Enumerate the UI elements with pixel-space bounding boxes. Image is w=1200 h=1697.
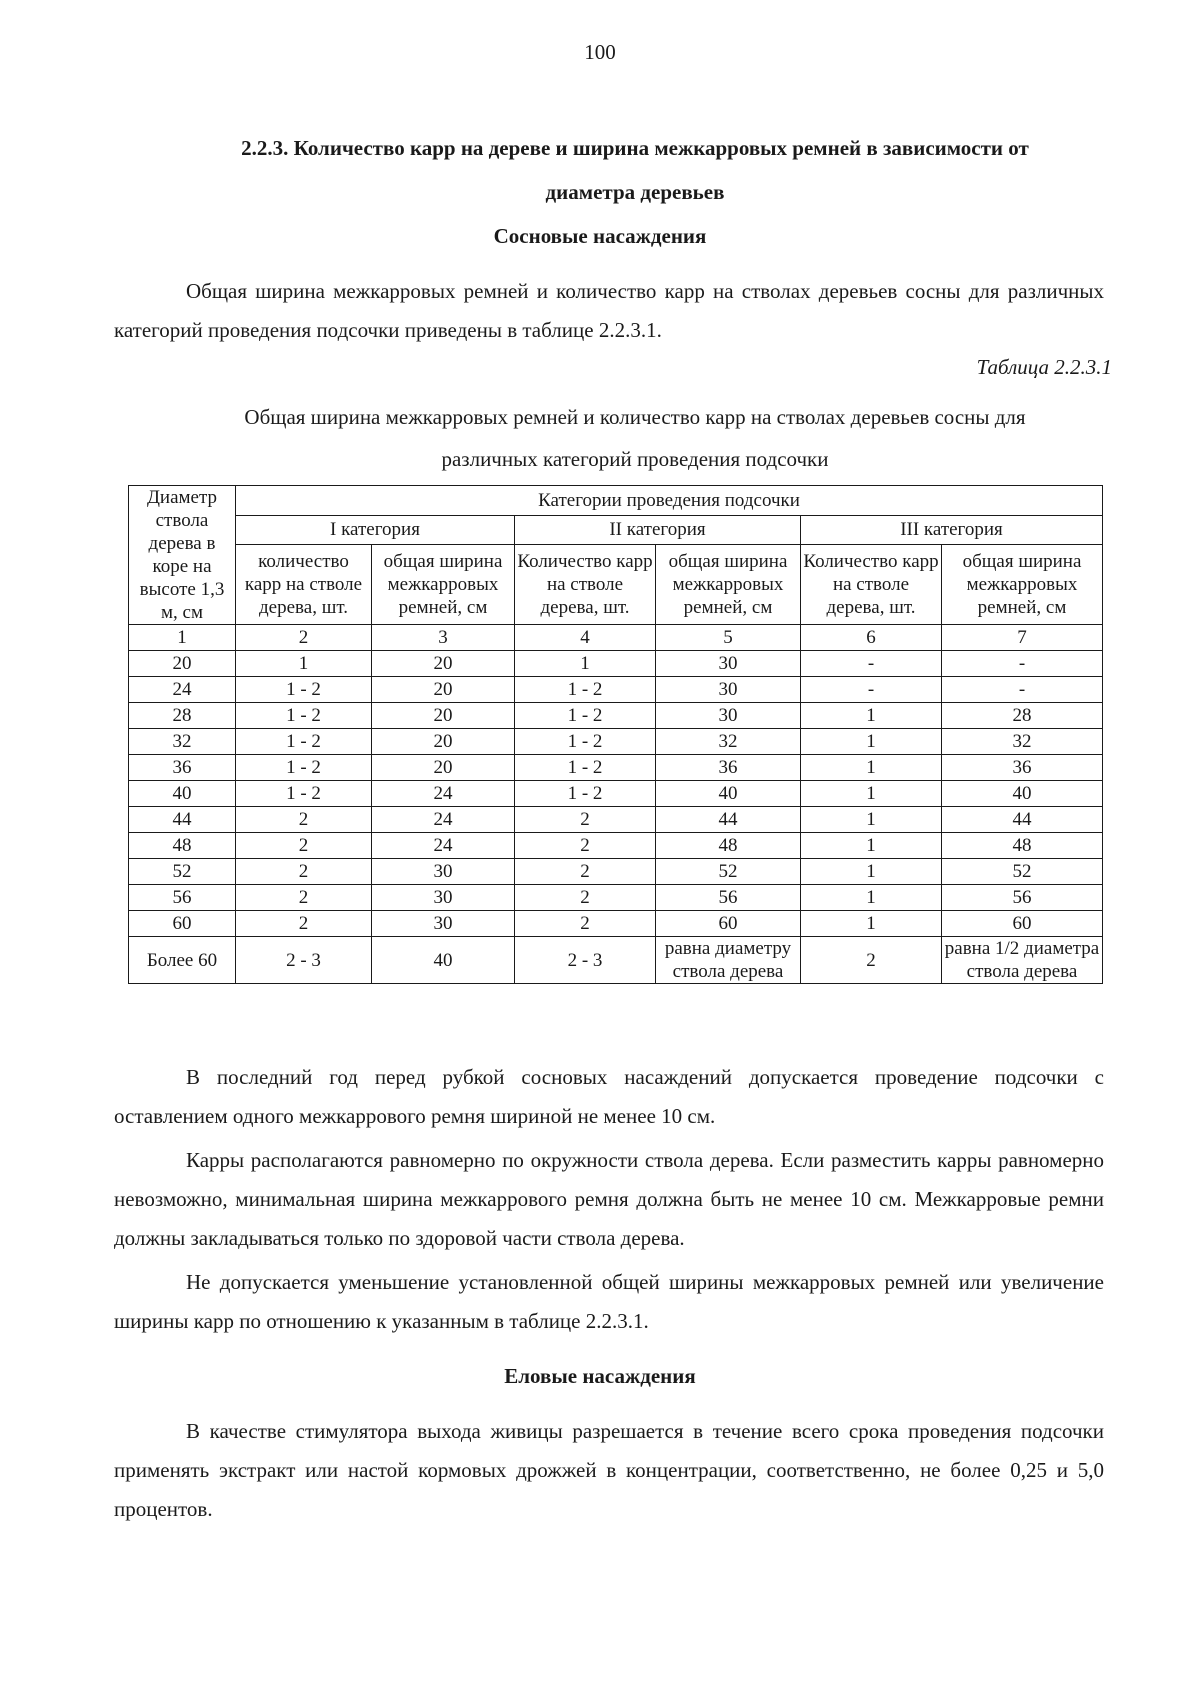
- table-cell: 28: [942, 703, 1103, 729]
- table-cell: 24: [372, 781, 515, 807]
- column-number: 7: [942, 625, 1103, 651]
- subheader-cat1-count: количество карр на стволе дерева, шт.: [236, 545, 372, 625]
- table-cell: 2: [515, 885, 656, 911]
- table-cell: 1 - 2: [515, 677, 656, 703]
- paragraph-placement: Карры располагаются равномерно по окружности ствола дерева. Если разместить карры равномерно невозможно, минимальная ширина межкаррового ремня должна быть не менее 10 см. Межкарровые ремни должны закладываться только по здоровой части ствола дерева.: [114, 1148, 1104, 1250]
- column-number: 4: [515, 625, 656, 651]
- table-cell: 2: [515, 833, 656, 859]
- subheading-spruce: Еловые насаждения: [504, 1364, 696, 1388]
- table-cell: 56: [942, 885, 1103, 911]
- table-row: [129, 729, 1103, 755]
- table-cell: 60: [656, 911, 801, 937]
- table-cell: 2: [236, 885, 372, 911]
- table-row: [129, 859, 1103, 885]
- table-cell: 2 - 3: [236, 937, 372, 984]
- header-category-3: III категория: [801, 515, 1103, 545]
- header-diameter: Диаметр ствола дерева в коре на высоте 1,3 м, см: [129, 486, 236, 625]
- tapping-table: [128, 485, 1103, 984]
- table-cell: 48: [129, 833, 236, 859]
- section-heading-line-1: 2.2.3. Количество карр на дереве и ширина межкарровых ремней в зависимости от: [241, 136, 1029, 160]
- table-cell: 1: [801, 755, 942, 781]
- table-row: [129, 651, 1103, 677]
- table-cell: 60: [942, 911, 1103, 937]
- table-cell: -: [942, 677, 1103, 703]
- table-row: [129, 911, 1103, 937]
- table-cell: 1 - 2: [236, 677, 372, 703]
- table-cell: 1: [801, 781, 942, 807]
- table-row: [129, 807, 1103, 833]
- subheader-cat1-width: общая ширина межкарровых ремней, см: [372, 545, 515, 625]
- table-cell: -: [942, 651, 1103, 677]
- table-row: [129, 833, 1103, 859]
- table-cell: 1: [801, 703, 942, 729]
- column-number-row: [129, 625, 1103, 651]
- table-cell: 1 - 2: [236, 729, 372, 755]
- subheader-cat2-width: общая ширина межкарровых ремней, см: [656, 545, 801, 625]
- table-cell: 30: [372, 859, 515, 885]
- table-cell: 36: [942, 755, 1103, 781]
- table-cell: 36: [656, 755, 801, 781]
- column-number: 2: [236, 625, 372, 651]
- table-cell: 44: [129, 807, 236, 833]
- header-category-2: II категория: [515, 515, 801, 545]
- table-cell: 2: [236, 833, 372, 859]
- table-cell: 32: [129, 729, 236, 755]
- table-cell: 1 - 2: [515, 703, 656, 729]
- table-body: [129, 651, 1103, 984]
- section-heading: [170, 126, 1100, 214]
- table-cell: 2: [515, 911, 656, 937]
- table-cell: 20: [372, 651, 515, 677]
- table-cell: 2: [801, 937, 942, 984]
- column-number: 3: [372, 625, 515, 651]
- table-row: [129, 937, 1103, 984]
- table-cell: 56: [656, 885, 801, 911]
- table-cell: 40: [942, 781, 1103, 807]
- subheading-pine: Сосновые насаждения: [493, 224, 707, 248]
- table-cell: 44: [656, 807, 801, 833]
- table-caption-line-2: различных категорий проведения подсочки: [441, 447, 829, 471]
- table-cell: -: [801, 651, 942, 677]
- table-cell: 2: [515, 807, 656, 833]
- table-cell: 20: [372, 677, 515, 703]
- column-number: 6: [801, 625, 942, 651]
- subheader-cat2-count: Количество карр на стволе дерева, шт.: [515, 545, 656, 625]
- table-cell: равна 1/2 диаметра ствола дерева: [942, 937, 1103, 984]
- header-categories: Категории проведения подсочки: [236, 486, 1103, 516]
- table-cell: 52: [129, 859, 236, 885]
- table-cell: 1: [236, 651, 372, 677]
- table-cell: 28: [129, 703, 236, 729]
- table-cell: 2 - 3: [515, 937, 656, 984]
- table-caption-line-1: Общая ширина межкарровых ремней и количество карр на стволах деревьев сосны для: [244, 405, 1026, 429]
- table-cell: 1 - 2: [515, 781, 656, 807]
- table-cell: 2: [236, 807, 372, 833]
- table-cell: 52: [942, 859, 1103, 885]
- table-row: [129, 755, 1103, 781]
- table-cell: 40: [129, 781, 236, 807]
- table-cell: 32: [942, 729, 1103, 755]
- table-cell: 24: [129, 677, 236, 703]
- page-number: 100: [584, 40, 616, 64]
- table-cell: 2: [236, 859, 372, 885]
- table-cell: 48: [656, 833, 801, 859]
- table-cell: равна диаметру ствола дерева: [656, 937, 801, 984]
- table-cell: 48: [942, 833, 1103, 859]
- table-cell: 1 - 2: [515, 755, 656, 781]
- table-cell: 20: [372, 755, 515, 781]
- table-cell: 30: [656, 651, 801, 677]
- table-cell: 2: [515, 859, 656, 885]
- table-row: [129, 781, 1103, 807]
- table-cell: 32: [656, 729, 801, 755]
- header-category-1: I категория: [236, 515, 515, 545]
- subheader-cat3-count: Количество карр на стволе дерева, шт.: [801, 545, 942, 625]
- table-cell: 1 - 2: [236, 703, 372, 729]
- table-cell: 2: [236, 911, 372, 937]
- table-label: Таблица 2.2.3.1: [976, 355, 1112, 379]
- table-cell: 1 - 2: [236, 755, 372, 781]
- intro-paragraph: Общая ширина межкарровых ремней и количество карр на стволах деревьев сосны для различных категорий проведения подсочки приведены в таблице 2.2.3.1.: [114, 279, 1104, 342]
- table-cell: 20: [372, 729, 515, 755]
- column-number: 1: [129, 625, 236, 651]
- table-cell: 40: [656, 781, 801, 807]
- paragraph-spruce: В качестве стимулятора выхода живицы разрешается в течение всего срока проведения подсочки применять экстракт или настой кормовых дрожжей в концентрации, соответственно, не более 0,25 и 5,0 процентов.: [114, 1419, 1104, 1521]
- table-cell: 30: [372, 911, 515, 937]
- table-cell: 1: [801, 859, 942, 885]
- table-cell: -: [801, 677, 942, 703]
- table-caption: [170, 396, 1100, 480]
- table-cell: 1: [801, 729, 942, 755]
- table-cell: 60: [129, 911, 236, 937]
- table-cell: 1: [801, 885, 942, 911]
- table-cell: 24: [372, 833, 515, 859]
- table-cell: 20: [129, 651, 236, 677]
- table-cell: 1 - 2: [515, 729, 656, 755]
- column-number: 5: [656, 625, 801, 651]
- table-cell: 52: [656, 859, 801, 885]
- table-cell: 24: [372, 807, 515, 833]
- table-cell: 1: [801, 807, 942, 833]
- paragraph-last-year: В последний год перед рубкой сосновых насаждений допускается проведение подсочки с оставлением одного межкаррового ремня шириной не менее 10 см.: [114, 1065, 1104, 1128]
- table-cell: Более 60: [129, 937, 236, 984]
- table-cell: 1 - 2: [236, 781, 372, 807]
- table-cell: 30: [372, 885, 515, 911]
- paragraph-restriction: Не допускается уменьшение установленной общей ширины межкарровых ремней или увеличение ширины карр по отношению к указанным в таблице 2.2.3.1.: [114, 1270, 1104, 1333]
- table-row: [129, 677, 1103, 703]
- table-cell: 20: [372, 703, 515, 729]
- subheader-cat3-width: общая ширина межкарровых ремней, см: [942, 545, 1103, 625]
- table-row: [129, 885, 1103, 911]
- table-cell: 56: [129, 885, 236, 911]
- table-cell: 44: [942, 807, 1103, 833]
- table-row: [129, 703, 1103, 729]
- table-cell: 40: [372, 937, 515, 984]
- section-heading-line-2: диаметра деревьев: [545, 180, 725, 204]
- table-cell: 1: [515, 651, 656, 677]
- table-cell: 1: [801, 833, 942, 859]
- table-cell: 30: [656, 677, 801, 703]
- table-cell: 30: [656, 703, 801, 729]
- table-cell: 36: [129, 755, 236, 781]
- table-cell: 1: [801, 911, 942, 937]
